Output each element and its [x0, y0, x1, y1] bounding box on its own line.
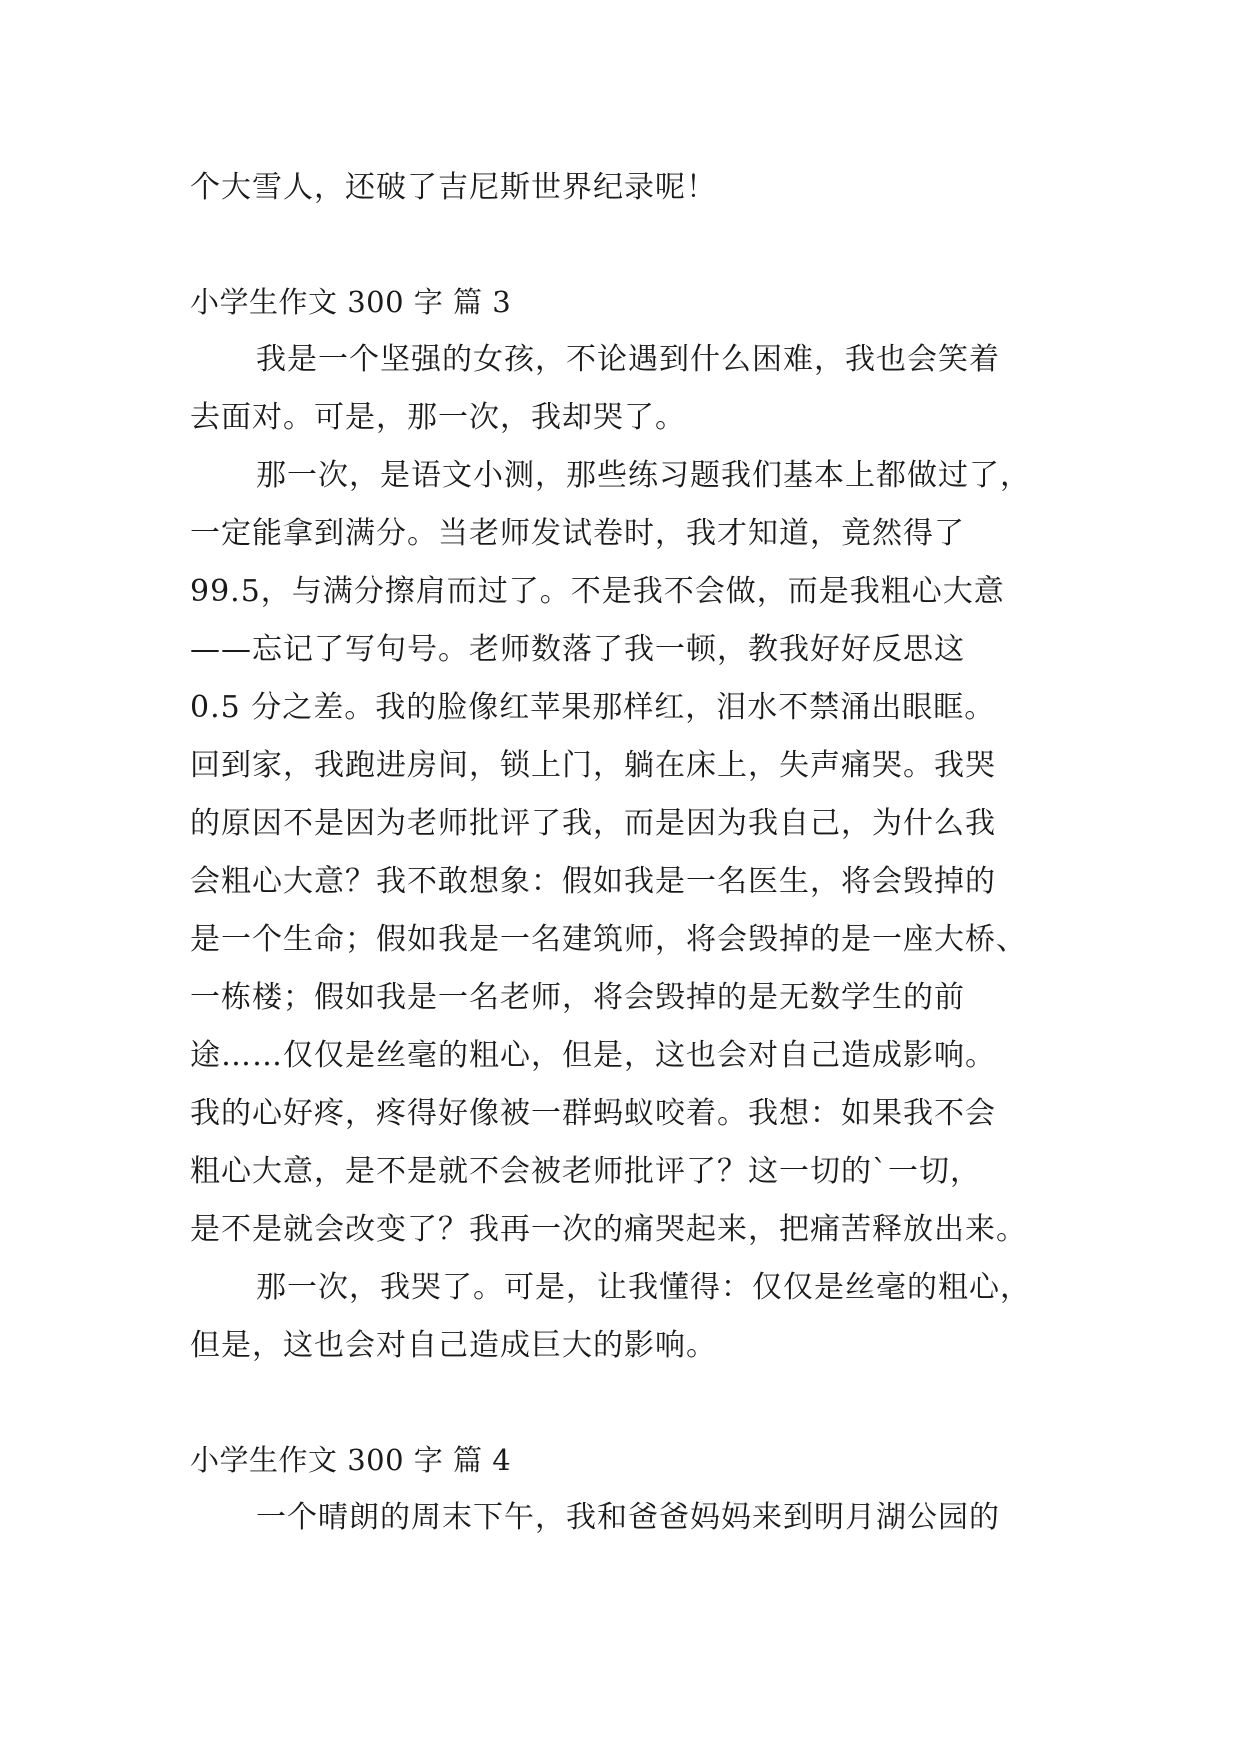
paragraph-line: 的原因不是因为老师批评了我，而是因为我自己，为什么我 — [190, 806, 996, 841]
paragraph-line: 我是一个坚强的女孩，不论遇到什么困难，我也会笑着 — [256, 342, 1000, 377]
paragraph-line: 粗心大意，是不是就不会被老师批评了？这一切的`一切， — [190, 1154, 981, 1189]
paragraph-line: 一栋楼；假如我是一名老师，将会毁掉的是无数学生的前 — [190, 980, 965, 1015]
paragraph-line: 个大雪人，还破了吉尼斯世界纪录呢！ — [190, 170, 717, 205]
paragraph-line: 会粗心大意？我不敢想象：假如我是一名医生，将会毁掉的 — [190, 864, 996, 899]
paragraph-line: 是一个生命；假如我是一名建筑师，将会毁掉的是一座大桥、 — [190, 922, 1027, 957]
paragraph-line: 一定能拿到满分。当老师发试卷时，我才知道，竟然得了 — [190, 516, 965, 551]
paragraph-line: 我的心好疼，疼得好像被一群蚂蚁咬着。我想：如果我不会 — [190, 1096, 996, 1131]
paragraph-line: 但是，这也会对自己造成巨大的影响。 — [190, 1328, 717, 1363]
paragraph-line: 99.5，与满分擦肩而过了。不是我不会做，而是我粗心大意 — [190, 574, 1005, 609]
paragraph-line: 一个晴朗的周末下午，我和爸爸妈妈来到明月湖公园的 — [256, 1500, 1000, 1535]
paragraph-line: 途……仅仅是丝毫的粗心，但是，这也会对自己造成影响。 — [190, 1038, 996, 1073]
paragraph-line: 回到家，我跑进房间，锁上门，躺在床上，失声痛哭。我哭 — [190, 748, 996, 783]
paragraph-line: ——忘记了写句号。老师数落了我一顿，教我好好反思这 — [190, 632, 965, 667]
section-heading: 小学生作文 300 字 篇 3 — [190, 285, 512, 319]
paragraph-line: 那一次，是语文小测，那些练习题我们基本上都做过了， — [256, 458, 1031, 493]
section-heading: 小学生作文 300 字 篇 4 — [190, 1443, 512, 1477]
paragraph-line: 去面对。可是，那一次，我却哭了。 — [190, 400, 686, 435]
paragraph-line: 那一次，我哭了。可是，让我懂得：仅仅是丝毫的粗心， — [256, 1270, 1031, 1305]
paragraph-line: 0.5 分之差。我的脸像红苹果那样红，泪水不禁涌出眼眶。 — [190, 690, 996, 725]
paragraph-line: 是不是就会改变了？我再一次的痛哭起来，把痛苦释放出来。 — [190, 1212, 1027, 1247]
